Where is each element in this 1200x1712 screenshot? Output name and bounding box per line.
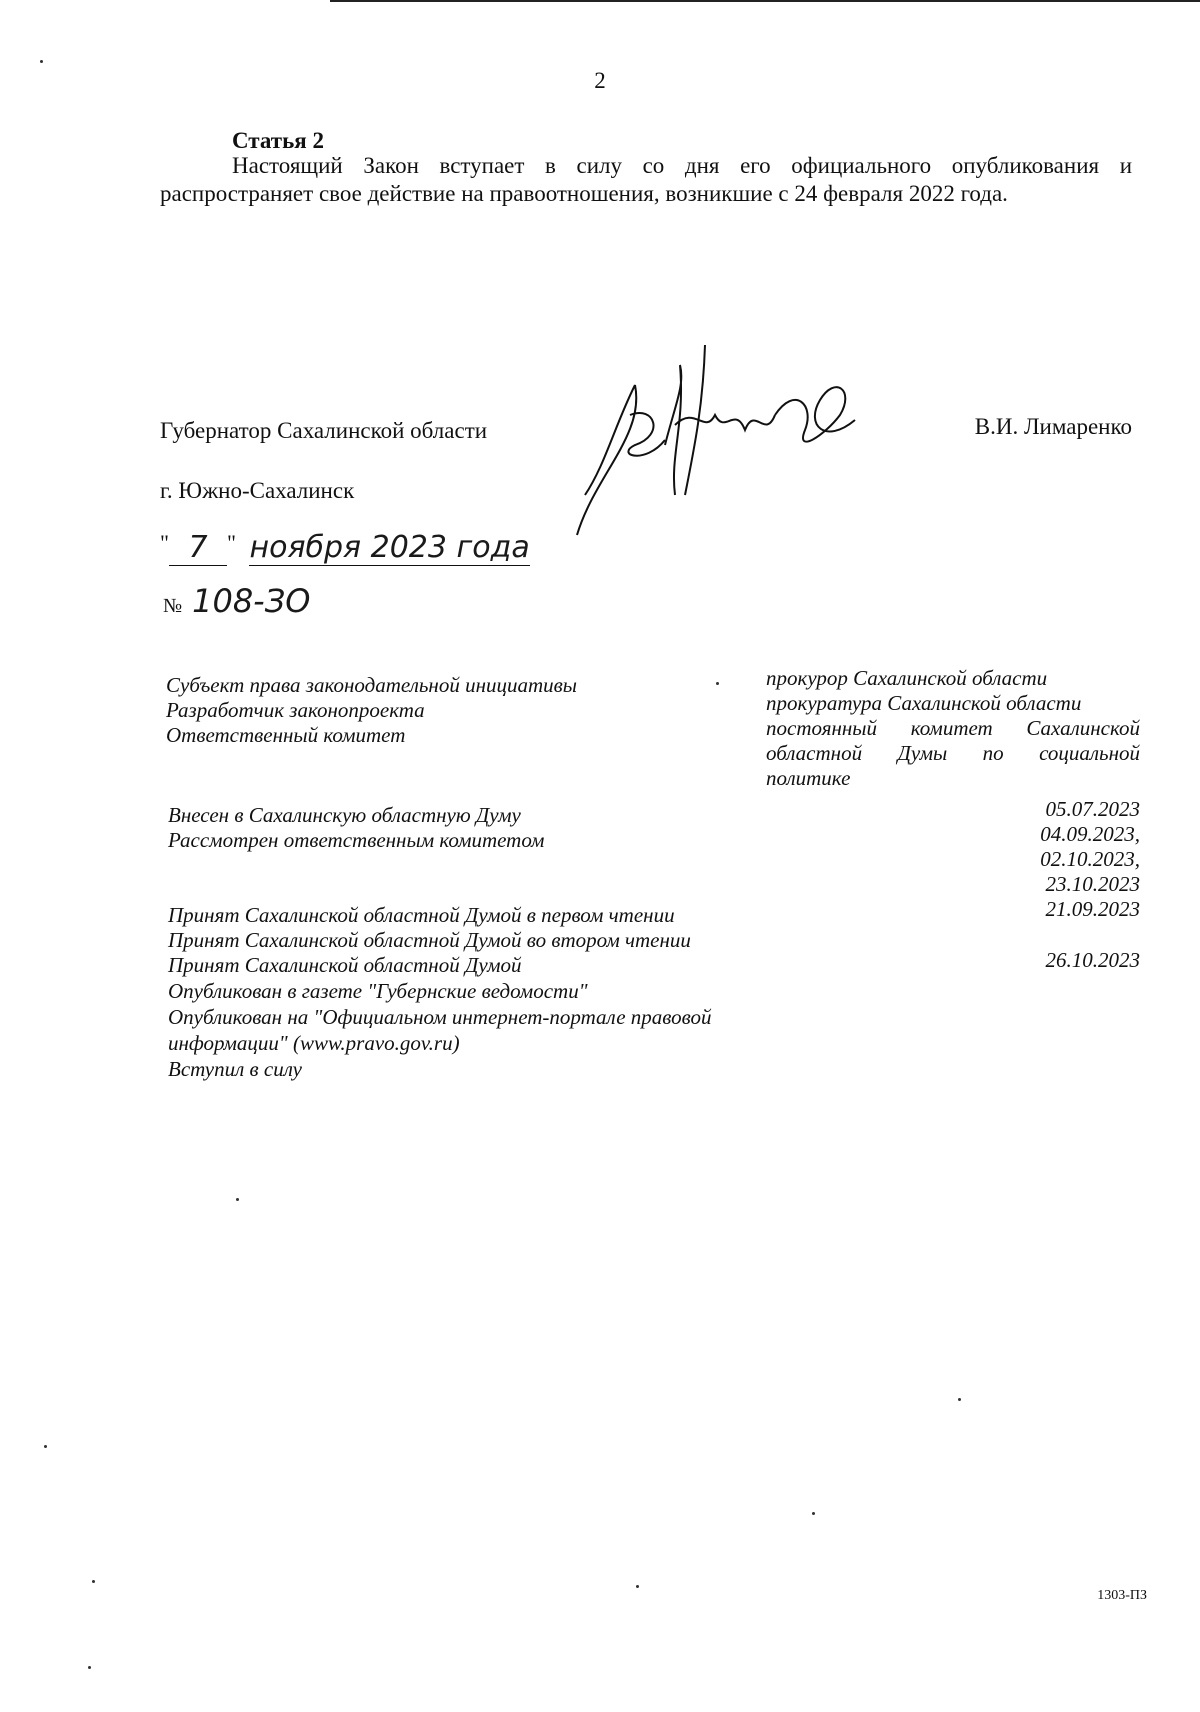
date-considered-2: 02.10.2023,	[1040, 847, 1140, 871]
value-developer: прокуратура Сахалинской области	[766, 691, 1082, 715]
label-published-newspaper: Опубликован в газете "Губернские ведомости"	[168, 979, 588, 1003]
scan-speck	[636, 1585, 639, 1588]
label-submitted: Внесен в Сахалинскую областную Думу	[168, 803, 521, 827]
scan-speck	[92, 1580, 95, 1583]
date-month-year: ноября 2023 года	[249, 530, 530, 565]
value-committee-line3: политике	[766, 766, 851, 790]
signer-name: В.И. Лимаренко	[974, 414, 1132, 439]
label-adopted: Принят Сахалинской областной Думой	[168, 953, 522, 977]
law-number	[163, 582, 310, 620]
date-adopted: 26.10.2023	[1045, 948, 1140, 972]
date-considered-1: 04.09.2023,	[1040, 822, 1140, 846]
label-published-portal-2: информации" (www.pravo.gov.ru)	[168, 1031, 460, 1055]
signing-date	[160, 530, 530, 566]
scan-speck	[40, 60, 43, 63]
value-subject: прокурор Сахалинской области	[766, 666, 1048, 690]
scan-speck	[88, 1666, 91, 1669]
meta-values	[766, 666, 1140, 791]
handwritten-signature	[575, 345, 895, 545]
scan-top-edge	[330, 0, 1200, 2]
scan-speck	[716, 682, 719, 685]
label-first-reading: Принят Сахалинской областной Думой в первом чтении	[168, 903, 675, 927]
number-prefix: №	[163, 595, 183, 617]
footer-code: 1303-ПЗ	[1097, 1588, 1147, 1603]
date-considered-3: 23.10.2023	[1045, 872, 1140, 896]
label-developer: Разработчик законопроекта	[166, 698, 425, 722]
signer-position: Губернатор Сахалинской области	[160, 418, 488, 443]
label-second-reading: Принят Сахалинской областной Думой во втором чтении	[168, 928, 691, 952]
value-committee-line2: областной Думы по социальной	[766, 741, 1140, 765]
date-quote-open: "	[160, 530, 169, 555]
scan-speck	[812, 1512, 815, 1515]
city: г. Южно-Сахалинск	[160, 478, 355, 503]
article-text: Настоящий Закон вступает в силу со дня его официального опубликования и распространяет свое действие на правоотношения, возникшие с 24 февраля 2022 года.	[160, 153, 1132, 206]
scan-speck	[958, 1398, 961, 1401]
date-day: 7	[169, 530, 227, 566]
article-title: Статья 2	[232, 128, 324, 153]
date-first-reading: 21.09.2023	[1045, 897, 1140, 921]
label-entered-force: Вступил в силу	[168, 1057, 302, 1081]
date-submitted: 05.07.2023	[1045, 797, 1140, 821]
page-number: 2	[594, 68, 606, 93]
label-considered: Рассмотрен ответственным комитетом	[168, 828, 545, 852]
date-quote-close: "	[226, 530, 236, 555]
number-value: 108-ЗО	[192, 582, 311, 620]
scan-speck	[44, 1445, 47, 1448]
value-committee-line1: постоянный комитет Сахалинской	[766, 716, 1140, 740]
label-committee: Ответственный комитет	[166, 723, 406, 747]
label-published-portal-1: Опубликован на "Официальном интернет-портале правовой	[168, 1005, 712, 1029]
scan-speck	[236, 1198, 239, 1201]
label-subject: Субъект права законодательной инициативы	[166, 673, 578, 697]
